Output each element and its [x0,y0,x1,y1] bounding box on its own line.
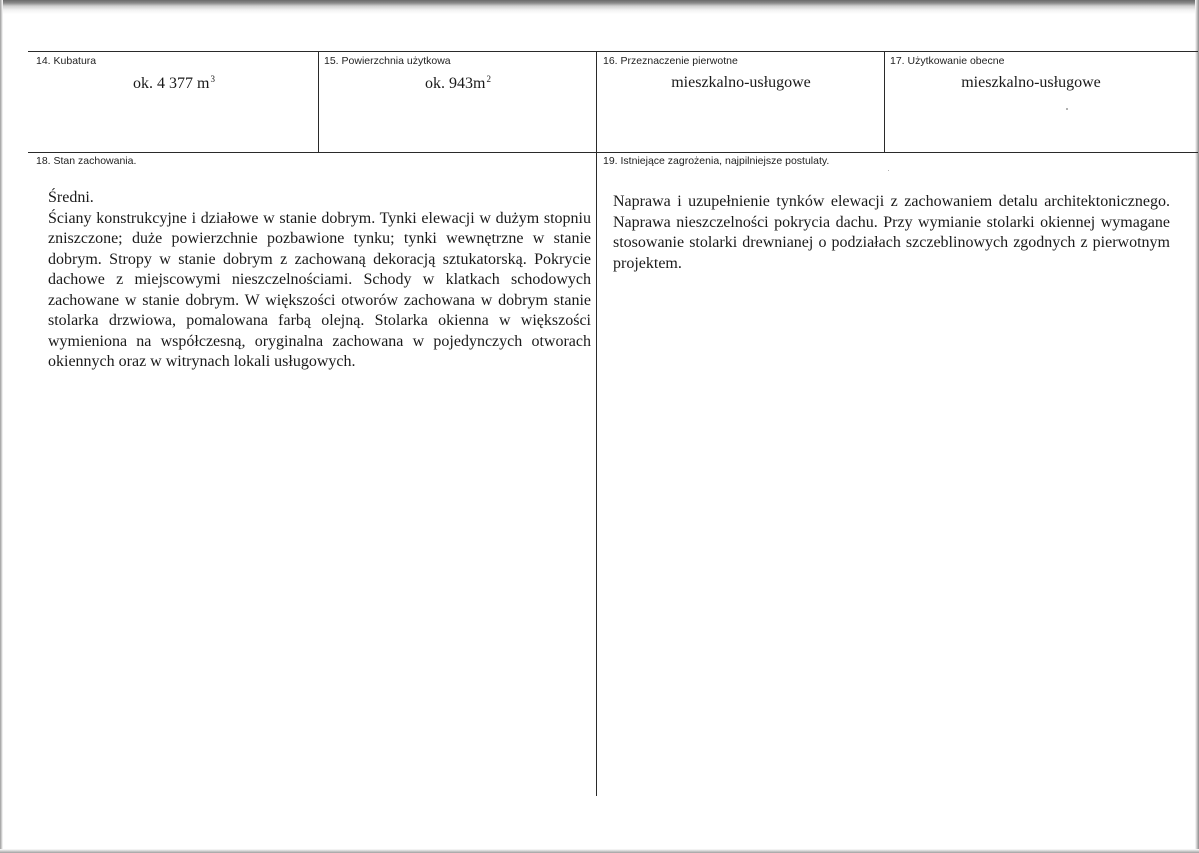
grid-top-line [28,51,1198,52]
field-powierzchnia-label: 15. Powierzchnia użytkowa [324,55,451,67]
kubatura-exponent: 3 [210,74,215,84]
scan-top-edge [0,0,1199,14]
stan-summary: Średni. [48,189,94,206]
field-powierzchnia-value [320,74,596,93]
field-stan-label: 18. Stan zachowania. [36,155,137,167]
field-przeznaczenie-value: mieszkalno-usługowe [671,74,811,91]
powierzchnia-number: ok. 943m [425,75,486,92]
field-zagrozenia-text [613,192,1170,274]
field-stan-text [48,188,591,373]
scan-left-edge [0,0,3,853]
field-zagrozenia-label: 19. Istniejące zagrożenia, najpilniejsze postulaty. [603,155,830,167]
scan-speck [888,170,889,171]
field-uzytkowanie-value: mieszkalno-usługowe [961,74,1101,91]
scan-speck [1066,108,1068,110]
grid-middle-line [28,152,1198,153]
grid-divider-3 [884,51,885,152]
field-kubatura-label: 14. Kubatura [36,55,97,67]
scan-bottom-edge [0,849,1199,853]
grid-divider-1 [318,51,319,152]
powierzchnia-exponent: 2 [486,74,491,84]
grid-divider-2 [596,51,597,796]
field-kubatura-value [30,74,318,93]
field-uzytkowanie-label: 17. Użytkowanie obecne [890,55,1005,67]
field-przeznaczenie-label: 16. Przeznaczenie pierwotne [603,55,738,67]
scan-right-edge [1195,0,1199,853]
zagrozenia-details: Naprawa i uzupełnienie tynków elewacji z zachowaniem detalu architektonicznego. Naprawa nieszczelności pokrycia dachu. Przy wymianie stolarki okiennej wymagane stosowanie stolarki drewnianej o podziałach szczeblinowych zgodnych z pierwotnym projektem. [613,193,1170,272]
stan-details: Ściany konstrukcyjne i działowe w stanie dobrym. Tynki elewacji w dużym stopniu zniszczone; duże powierzchnie pozbawione tynku; tynki wewnętrzne w stanie dobrym. Stropy w stanie dobrym z zachowaną dekoracją sztukatorską. Pokrycie dachowe z miejscowymi nieszczelnościami. Schody w klatkach schodowych zachowane w stanie dobrym. W większości otworów zachowana w dobrym stanie stolarka drzwiowa, pomalowana farbą olejną. Stolarka okienna w większości wymieniona na współczesną, oryginalna zachowana w pojedynczych otworach okiennych oraz w witrynach lokali usługowych. [48,209,591,370]
kubatura-number: ok. 4 377 m [133,75,210,92]
